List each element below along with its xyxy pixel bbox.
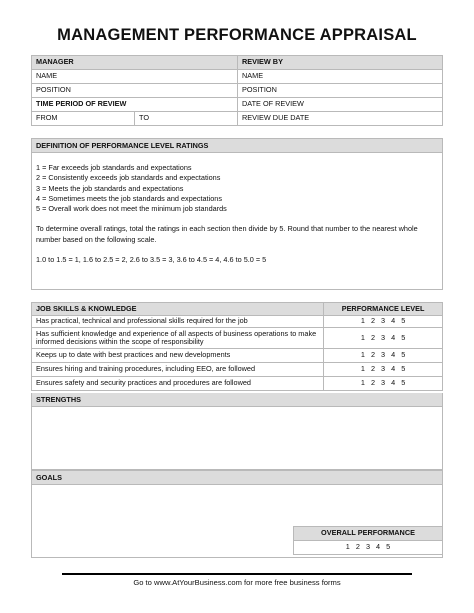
- job-skills-header: JOB SKILLS & KNOWLEDGE: [32, 303, 324, 316]
- overall-performance-table: [293, 526, 443, 555]
- rating-definition: 1 = Far exceeds job standards and expectations: [36, 163, 192, 172]
- reviewer-position-field[interactable]: POSITION: [238, 84, 443, 98]
- from-field[interactable]: FROM: [32, 112, 135, 126]
- rating-definitions-section: [31, 138, 443, 290]
- skill-item: Ensures safety and security practices and procedures are followed: [32, 377, 324, 391]
- skill-item: Has practical, technical and professional skills required for the job: [32, 315, 324, 328]
- goals-header: GOALS: [32, 471, 442, 485]
- skill-item: Ensures hiring and training procedures, including EEO, are followed: [32, 363, 324, 377]
- manager-name-field[interactable]: NAME: [32, 70, 238, 84]
- time-period-label: TIME PERIOD OF REVIEW: [32, 98, 238, 112]
- review-by-header: REVIEW BY: [238, 56, 443, 70]
- manager-position-field[interactable]: POSITION: [32, 84, 238, 98]
- overall-rating-options[interactable]: 1 2 3 4 5: [294, 541, 443, 555]
- rating-options[interactable]: 1 2 3 4 5: [324, 363, 443, 377]
- performance-level-header: PERFORMANCE LEVEL: [324, 303, 443, 316]
- rating-options[interactable]: 1 2 3 4 5: [324, 328, 443, 349]
- rating-definition: 5 = Overall work does not meet the minimum job standards: [36, 204, 227, 214]
- reviewer-name-field[interactable]: NAME: [238, 70, 443, 84]
- overall-performance-header: OVERALL PERFORMANCE: [294, 527, 443, 541]
- rating-options[interactable]: 1 2 3 4 5: [324, 377, 443, 391]
- rating-definition: 2 = Consistently exceeds job standards and expectations: [36, 173, 221, 183]
- strengths-section[interactable]: [31, 393, 443, 470]
- job-skills-table: [31, 302, 443, 391]
- review-due-date-field[interactable]: REVIEW DUE DATE: [238, 112, 443, 126]
- document-title: MANAGEMENT PERFORMANCE APPRAISAL: [57, 26, 417, 44]
- rating-instructions: To determine overall ratings, total the ratings in each section then divide by 5. Round that number to the nearest whole number based on the following scale.: [36, 224, 418, 244]
- rating-definitions-header: DEFINITION OF PERFORMANCE LEVEL RATINGS: [32, 139, 442, 153]
- to-field[interactable]: TO: [135, 112, 238, 126]
- skill-item: Has sufficient knowledge and experience of all aspects of business operations to make informed decisions within the scope of responsibility: [32, 328, 324, 349]
- footer-text: Go to www.AtYourBusiness.com for more free business forms: [133, 578, 341, 587]
- rating-options[interactable]: 1 2 3 4 5: [324, 315, 443, 328]
- employee-info-table: [31, 55, 443, 126]
- rating-options[interactable]: 1 2 3 4 5: [324, 349, 443, 363]
- footer-divider: [62, 573, 412, 575]
- rating-definition: 4 = Sometimes meets the job standards and expectations: [36, 193, 222, 203]
- manager-header: MANAGER: [32, 56, 238, 70]
- rating-scale: 1.0 to 1.5 = 1, 1.6 to 2.5 = 2, 2.6 to 3.5 = 3, 3.6 to 4.5 = 4, 4.6 to 5.0 = 5: [36, 255, 267, 265]
- rating-definition: 3 = Meets the job standards and expectations: [36, 183, 184, 193]
- strengths-header: STRENGTHS: [32, 393, 442, 407]
- date-of-review-field[interactable]: DATE OF REVIEW: [238, 98, 443, 112]
- skill-item: Keeps up to date with best practices and new developments: [32, 349, 324, 363]
